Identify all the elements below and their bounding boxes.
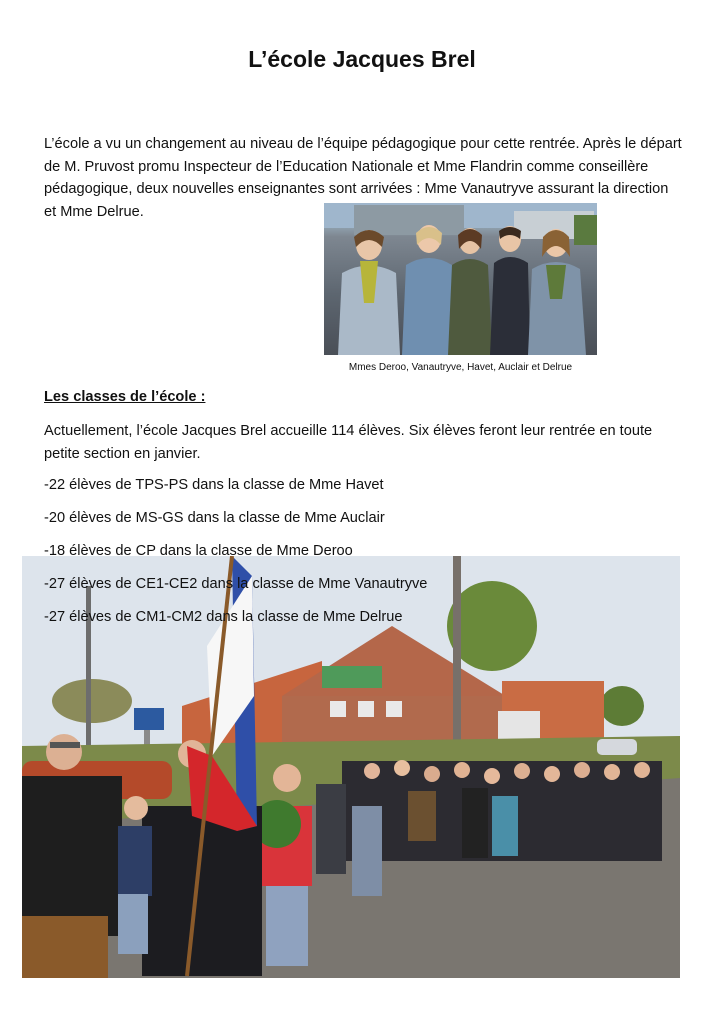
teachers-photo (324, 203, 597, 355)
intro-paragraph: L’école a vu un changement au niveau de l’équipe pédagogique pour cette rentrée. Après le départ de M. Pruvost promu Inspecteur de l’Education Nationale et Mme Flandrin comme conseillère pédagogique, deux nouvelles enseignantes sont arrivées : Mme Vanautryve assurant la direction et Mme Delrue. (44, 136, 682, 220)
classes-list (44, 474, 427, 639)
teachers-photo-caption: Mmes Deroo, Vanautryve, Havet, Auclair et Delrue (348, 362, 573, 373)
list-item: -20 élèves de MS-GS dans la classe de Mme Auclair (44, 510, 385, 526)
list-item: -22 élèves de TPS-PS dans la classe de Mme Havet (44, 477, 384, 493)
list-item: -27 élèves de CE1-CE2 dans la classe de Mme Vanautryve (44, 576, 428, 592)
list-item: -27 élèves de CM1-CM2 dans la classe de Mme Delrue (44, 609, 403, 625)
list-item: -18 élèves de CP dans la classe de Mme Deroo (44, 543, 353, 559)
classes-heading: Les classes de l’école : (44, 389, 206, 405)
classes-summary: Actuellement, l’école Jacques Brel accueille 114 élèves. Six élèves feront leur rentrée en toute petite section en janvier. (44, 423, 653, 462)
page-title: L’école Jacques Brel (248, 46, 476, 72)
